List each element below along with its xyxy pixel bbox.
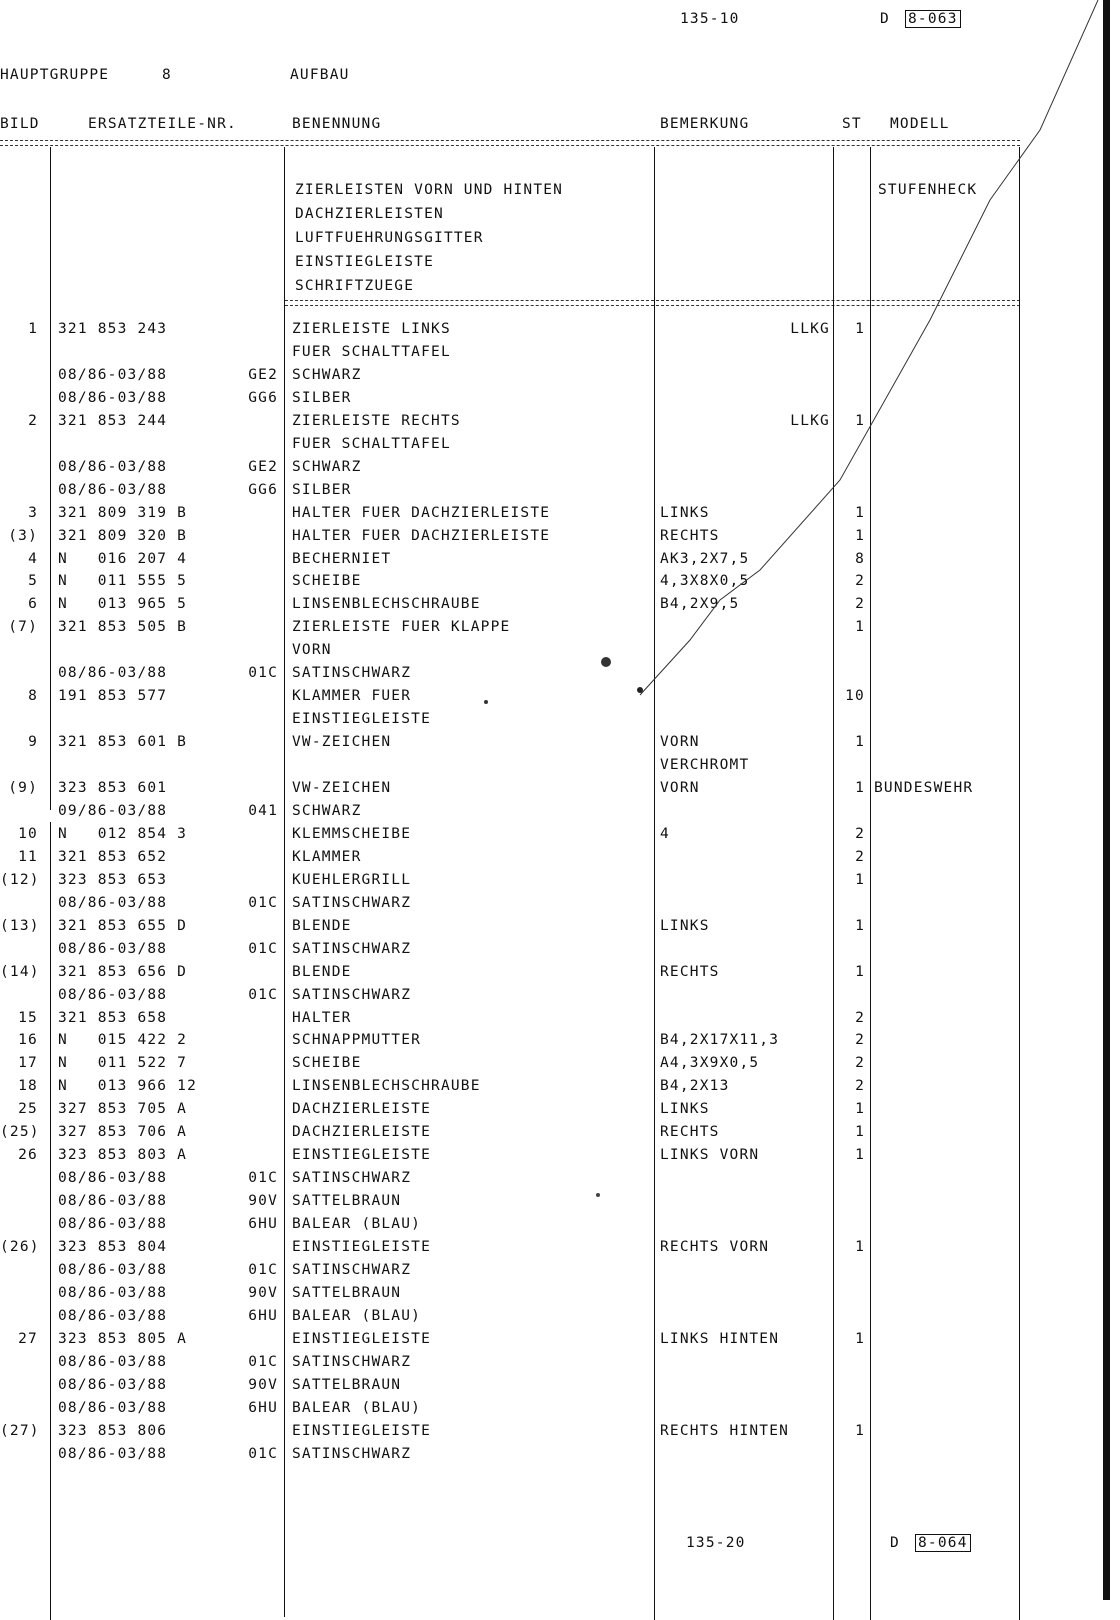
col-header-st: ST bbox=[842, 116, 862, 132]
row-bild: (14) bbox=[0, 963, 40, 980]
page-reference: 135-10 bbox=[680, 11, 740, 27]
row-bild: 27 bbox=[18, 1330, 38, 1347]
row-benennung: SILBER bbox=[292, 389, 352, 406]
row-part-number: N 013 965 5 bbox=[58, 596, 188, 613]
row-color-code: GE2 bbox=[248, 458, 278, 475]
row-benennung: BECHERNIET bbox=[292, 550, 392, 567]
row-benennung: BALEAR (BLAU) bbox=[292, 1307, 422, 1324]
row-bemerkung: LINKS VORN bbox=[660, 1147, 760, 1164]
row-bemerkung: VERCHROMT bbox=[660, 757, 750, 774]
row-benennung: KUEHLERGRILL bbox=[292, 871, 412, 888]
row-part-number: 323 853 804 bbox=[58, 1239, 168, 1255]
row-part-number: 321 809 319 B bbox=[58, 504, 188, 521]
row-bild: 26 bbox=[18, 1147, 38, 1164]
row-benennung: SCHNAPPMUTTER bbox=[292, 1032, 422, 1049]
row-bemerkung: B4,2X9,5 bbox=[660, 596, 740, 613]
row-quantity: 2 bbox=[855, 825, 865, 842]
row-benennung: BLENDE bbox=[292, 917, 352, 934]
row-benennung: VW-ZEICHEN bbox=[292, 780, 392, 796]
row-bemerkung: LINKS bbox=[660, 504, 710, 521]
row-part-number: 323 853 601 bbox=[58, 780, 168, 796]
row-quantity: 8 bbox=[855, 550, 865, 567]
row-part-number: 08/86-03/88 bbox=[58, 1193, 168, 1210]
row-benennung: SATINSCHWARZ bbox=[292, 940, 412, 957]
scan-edge bbox=[1103, 0, 1110, 1600]
row-benennung: SATINSCHWARZ bbox=[292, 1170, 412, 1187]
row-benennung: DACHZIERLEISTE bbox=[292, 1101, 432, 1118]
row-bemerkung: RECHTS VORN bbox=[660, 1239, 770, 1255]
row-bild: 15 bbox=[18, 1009, 38, 1026]
intro-modell: STUFENHECK bbox=[878, 182, 978, 198]
row-quantity: 1 bbox=[855, 1422, 865, 1439]
row-part-number: 08/86-03/88 bbox=[58, 665, 168, 682]
row-part-number: 323 853 805 A bbox=[58, 1330, 188, 1347]
row-benennung: EINSTIEGLEISTE bbox=[292, 1422, 432, 1439]
row-bild: 9 bbox=[28, 734, 38, 751]
row-benennung: BLENDE bbox=[292, 963, 352, 980]
row-color-code: 90V bbox=[248, 1193, 278, 1210]
row-color-code: 01C bbox=[248, 1170, 278, 1187]
row-bemerkung: A4,3X9X0,5 bbox=[660, 1055, 760, 1072]
row-benennung: ZIERLEISTE RECHTS bbox=[292, 412, 461, 429]
row-quantity: 1 bbox=[855, 917, 865, 934]
row-part-number: 327 853 705 A bbox=[58, 1101, 188, 1118]
row-part-number: 08/86-03/88 bbox=[58, 481, 168, 498]
col-header-nr: ERSATZTEILE-NR. bbox=[88, 116, 237, 132]
row-bemerkung: LINKS bbox=[660, 917, 710, 934]
row-color-code: GG6 bbox=[248, 481, 278, 498]
row-benennung: BALEAR (BLAU) bbox=[292, 1399, 422, 1416]
row-part-number: 323 853 653 bbox=[58, 871, 168, 888]
row-quantity: 2 bbox=[855, 1055, 865, 1072]
row-benennung: SATINSCHWARZ bbox=[292, 1353, 412, 1370]
row-benennung: SCHEIBE bbox=[292, 1055, 362, 1072]
row-bild: 18 bbox=[18, 1078, 38, 1095]
row-part-number: 321 853 656 D bbox=[58, 963, 188, 980]
row-part-number: N 013 966 12 bbox=[58, 1078, 198, 1095]
row-quantity: 1 bbox=[855, 1101, 865, 1118]
row-quantity: 1 bbox=[855, 527, 865, 544]
row-color-code: 01C bbox=[248, 940, 278, 957]
row-bild: 3 bbox=[28, 504, 38, 521]
row-benennung: SATTELBRAUN bbox=[292, 1284, 402, 1301]
row-quantity: 1 bbox=[855, 871, 865, 888]
row-part-number: 327 853 706 A bbox=[58, 1124, 188, 1141]
row-bemerkung: B4,2X13 bbox=[660, 1078, 730, 1095]
row-benennung: EINSTIEGLEISTE bbox=[292, 711, 432, 728]
row-bemerkung: AK3,2X7,5 bbox=[660, 550, 750, 567]
row-benennung: EINSTIEGLEISTE bbox=[292, 1239, 432, 1255]
row-part-number: 08/86-03/88 bbox=[58, 894, 168, 911]
row-benennung: ZIERLEISTE LINKS bbox=[292, 321, 451, 337]
col-header-modell: MODELL bbox=[890, 116, 950, 132]
row-benennung: SCHWARZ bbox=[292, 366, 362, 383]
row-bild: 5 bbox=[28, 573, 38, 590]
row-part-number: 08/86-03/88 bbox=[58, 1399, 168, 1416]
row-color-code: 01C bbox=[248, 1261, 278, 1278]
row-color-code: 01C bbox=[248, 894, 278, 911]
row-benennung: KLAMMER FUER bbox=[292, 688, 412, 705]
row-color-code: 6HU bbox=[248, 1307, 278, 1324]
row-color-code: 01C bbox=[248, 986, 278, 1003]
row-part-number: 08/86-03/88 bbox=[58, 1307, 168, 1324]
intro-line: ZIERLEISTEN VORN UND HINTEN bbox=[295, 182, 564, 198]
row-part-number: 191 853 577 bbox=[58, 688, 168, 705]
row-benennung: FUER SCHALTTAFEL bbox=[292, 343, 451, 360]
row-quantity: 2 bbox=[855, 1009, 865, 1026]
row-quantity: 1 bbox=[855, 619, 865, 636]
row-part-number: 08/86-03/88 bbox=[58, 1284, 168, 1301]
row-part-number: 08/86-03/88 bbox=[58, 940, 168, 957]
row-quantity: 1 bbox=[855, 504, 865, 521]
row-part-number: N 011 555 5 bbox=[58, 573, 188, 590]
row-benennung: SATINSCHWARZ bbox=[292, 1445, 412, 1462]
row-bild: 17 bbox=[18, 1055, 38, 1072]
row-benennung: FUER SCHALTTAFEL bbox=[292, 435, 451, 452]
row-benennung: SCHWARZ bbox=[292, 802, 362, 819]
row-part-number: 321 809 320 B bbox=[58, 527, 188, 544]
row-color-code: 01C bbox=[248, 1353, 278, 1370]
page-letter: D bbox=[880, 11, 890, 27]
row-benennung: ZIERLEISTE FUER KLAPPE bbox=[292, 619, 511, 636]
row-part-number: 08/86-03/88 bbox=[58, 389, 168, 406]
row-part-number: 323 853 806 bbox=[58, 1422, 168, 1439]
row-part-number: 09/86-03/88 bbox=[58, 802, 168, 819]
row-part-number: 321 853 652 bbox=[58, 848, 168, 865]
row-benennung: SATTELBRAUN bbox=[292, 1376, 402, 1393]
row-bild: 8 bbox=[28, 688, 38, 705]
row-benennung: VW-ZEICHEN bbox=[292, 734, 392, 751]
row-part-number: 321 853 601 B bbox=[58, 734, 188, 751]
row-benennung: SATTELBRAUN bbox=[292, 1193, 402, 1210]
col-header-benennung: BENENNUNG bbox=[292, 116, 382, 132]
row-part-number: 321 853 244 bbox=[58, 412, 168, 429]
row-quantity: 1 bbox=[855, 1330, 865, 1347]
row-quantity: 1 bbox=[855, 1147, 865, 1164]
intro-line: EINSTIEGLEISTE bbox=[295, 254, 435, 270]
row-bild: 25 bbox=[18, 1101, 38, 1118]
row-benennung: HALTER bbox=[292, 1009, 352, 1026]
row-benennung: EINSTIEGLEISTE bbox=[292, 1147, 432, 1164]
row-quantity: 1 bbox=[855, 734, 865, 751]
row-quantity: 1 bbox=[855, 321, 865, 337]
row-part-number: 08/86-03/88 bbox=[58, 1216, 168, 1233]
row-part-number: N 015 422 2 bbox=[58, 1032, 188, 1049]
row-bild: (25) bbox=[0, 1124, 40, 1141]
row-bemerkung: VORN bbox=[660, 734, 700, 751]
row-benennung: SATINSCHWARZ bbox=[292, 665, 412, 682]
row-benennung: SATINSCHWARZ bbox=[292, 1261, 412, 1278]
row-benennung: LINSENBLECHSCHRAUBE bbox=[292, 596, 481, 613]
row-quantity: 2 bbox=[855, 1078, 865, 1095]
row-quantity: 2 bbox=[855, 848, 865, 865]
intro-line: SCHRIFTZUEGE bbox=[295, 278, 415, 294]
row-benennung: SILBER bbox=[292, 481, 352, 498]
row-color-code: 6HU bbox=[248, 1399, 278, 1416]
row-quantity: 1 bbox=[855, 412, 865, 429]
row-part-number: 08/86-03/88 bbox=[58, 1445, 168, 1462]
row-benennung: EINSTIEGLEISTE bbox=[292, 1330, 432, 1347]
row-benennung: VORN bbox=[292, 642, 332, 659]
row-quantity: 1 bbox=[855, 963, 865, 980]
row-color-code: 01C bbox=[248, 665, 278, 682]
footer-page-reference: 135-20 bbox=[686, 1535, 746, 1551]
row-part-number: 321 853 243 bbox=[58, 321, 168, 337]
row-modell: BUNDESWEHR bbox=[874, 780, 974, 796]
row-bemerkung: B4,2X17X11,3 bbox=[660, 1032, 780, 1049]
row-quantity: 1 bbox=[855, 1124, 865, 1141]
row-part-number: 08/86-03/88 bbox=[58, 1353, 168, 1370]
row-quantity: 2 bbox=[855, 596, 865, 613]
group-title: AUFBAU bbox=[290, 67, 350, 83]
row-llkg: LLKG bbox=[790, 321, 830, 337]
row-part-number: 321 853 655 D bbox=[58, 917, 188, 934]
row-bild: 6 bbox=[28, 596, 38, 613]
row-bemerkung: RECHTS bbox=[660, 963, 720, 980]
row-benennung: BALEAR (BLAU) bbox=[292, 1216, 422, 1233]
col-header-bemerkung: BEMERKUNG bbox=[660, 116, 750, 132]
row-color-code: GG6 bbox=[248, 389, 278, 406]
row-benennung: SCHWARZ bbox=[292, 458, 362, 475]
group-label: HAUPTGRUPPE bbox=[0, 67, 110, 83]
row-bild: (13) bbox=[0, 917, 40, 934]
row-color-code: 6HU bbox=[248, 1216, 278, 1233]
row-quantity: 2 bbox=[855, 1032, 865, 1049]
row-quantity: 1 bbox=[855, 780, 865, 796]
row-bild: 10 bbox=[18, 825, 38, 842]
row-bemerkung: VORN bbox=[660, 780, 700, 796]
page-code-box: 8-063 bbox=[905, 10, 961, 28]
row-part-number: 08/86-03/88 bbox=[58, 1170, 168, 1187]
row-part-number: N 011 522 7 bbox=[58, 1055, 188, 1072]
row-part-number: 321 853 658 bbox=[58, 1009, 168, 1026]
row-bemerkung: LINKS HINTEN bbox=[660, 1330, 780, 1347]
row-quantity: 10 bbox=[845, 688, 865, 705]
row-bild: 2 bbox=[28, 412, 38, 429]
row-bemerkung: 4,3X8X0,5 bbox=[660, 573, 750, 590]
row-bild: (26) bbox=[0, 1239, 40, 1255]
row-part-number: N 016 207 4 bbox=[58, 550, 188, 567]
row-color-code: 90V bbox=[248, 1284, 278, 1301]
row-color-code: 041 bbox=[248, 802, 278, 819]
row-llkg: LLKG bbox=[790, 412, 830, 429]
row-part-number: 321 853 505 B bbox=[58, 619, 188, 636]
row-color-code: 01C bbox=[248, 1445, 278, 1462]
row-part-number: 08/86-03/88 bbox=[58, 1261, 168, 1278]
row-quantity: 2 bbox=[855, 573, 865, 590]
row-bild: 16 bbox=[18, 1032, 38, 1049]
row-bemerkung: RECHTS bbox=[660, 527, 720, 544]
intro-line: DACHZIERLEISTEN bbox=[295, 206, 444, 222]
row-part-number: 08/86-03/88 bbox=[58, 366, 168, 383]
row-part-number: 08/86-03/88 bbox=[58, 1376, 168, 1393]
row-part-number: 323 853 803 A bbox=[58, 1147, 188, 1164]
footer-page-letter: D bbox=[890, 1535, 900, 1551]
row-bild: (3) bbox=[8, 527, 38, 544]
row-bild: (12) bbox=[0, 871, 40, 888]
footer-page-code-box: 8-064 bbox=[915, 1534, 971, 1552]
row-benennung: DACHZIERLEISTE bbox=[292, 1124, 432, 1141]
row-bild: (7) bbox=[8, 619, 38, 636]
row-color-code: GE2 bbox=[248, 366, 278, 383]
row-benennung: KLEMMSCHEIBE bbox=[292, 825, 412, 842]
row-bild: (9) bbox=[8, 780, 38, 796]
row-benennung: SATINSCHWARZ bbox=[292, 986, 412, 1003]
row-part-number: 08/86-03/88 bbox=[58, 986, 168, 1003]
row-benennung: SATINSCHWARZ bbox=[292, 894, 412, 911]
row-bild: (27) bbox=[0, 1422, 40, 1439]
row-part-number: N 012 854 3 bbox=[58, 825, 188, 842]
row-part-number: 08/86-03/88 bbox=[58, 458, 168, 475]
row-benennung: HALTER FUER DACHZIERLEISTE bbox=[292, 504, 551, 521]
row-bild: 4 bbox=[28, 550, 38, 567]
row-bemerkung: LINKS bbox=[660, 1101, 710, 1118]
row-benennung: SCHEIBE bbox=[292, 573, 362, 590]
row-benennung: LINSENBLECHSCHRAUBE bbox=[292, 1078, 481, 1095]
row-bemerkung: 4 bbox=[660, 825, 670, 842]
intro-line: LUFTFUEHRUNGSGITTER bbox=[295, 230, 484, 246]
row-color-code: 90V bbox=[248, 1376, 278, 1393]
row-quantity: 1 bbox=[855, 1239, 865, 1255]
col-header-bild: BILD bbox=[0, 116, 40, 132]
row-bild: 1 bbox=[28, 321, 38, 337]
group-number: 8 bbox=[162, 67, 172, 83]
row-bemerkung: RECHTS HINTEN bbox=[660, 1422, 790, 1439]
row-bild: 11 bbox=[18, 848, 38, 865]
row-benennung: HALTER FUER DACHZIERLEISTE bbox=[292, 527, 551, 544]
row-bemerkung: RECHTS bbox=[660, 1124, 720, 1141]
row-benennung: KLAMMER bbox=[292, 848, 362, 865]
